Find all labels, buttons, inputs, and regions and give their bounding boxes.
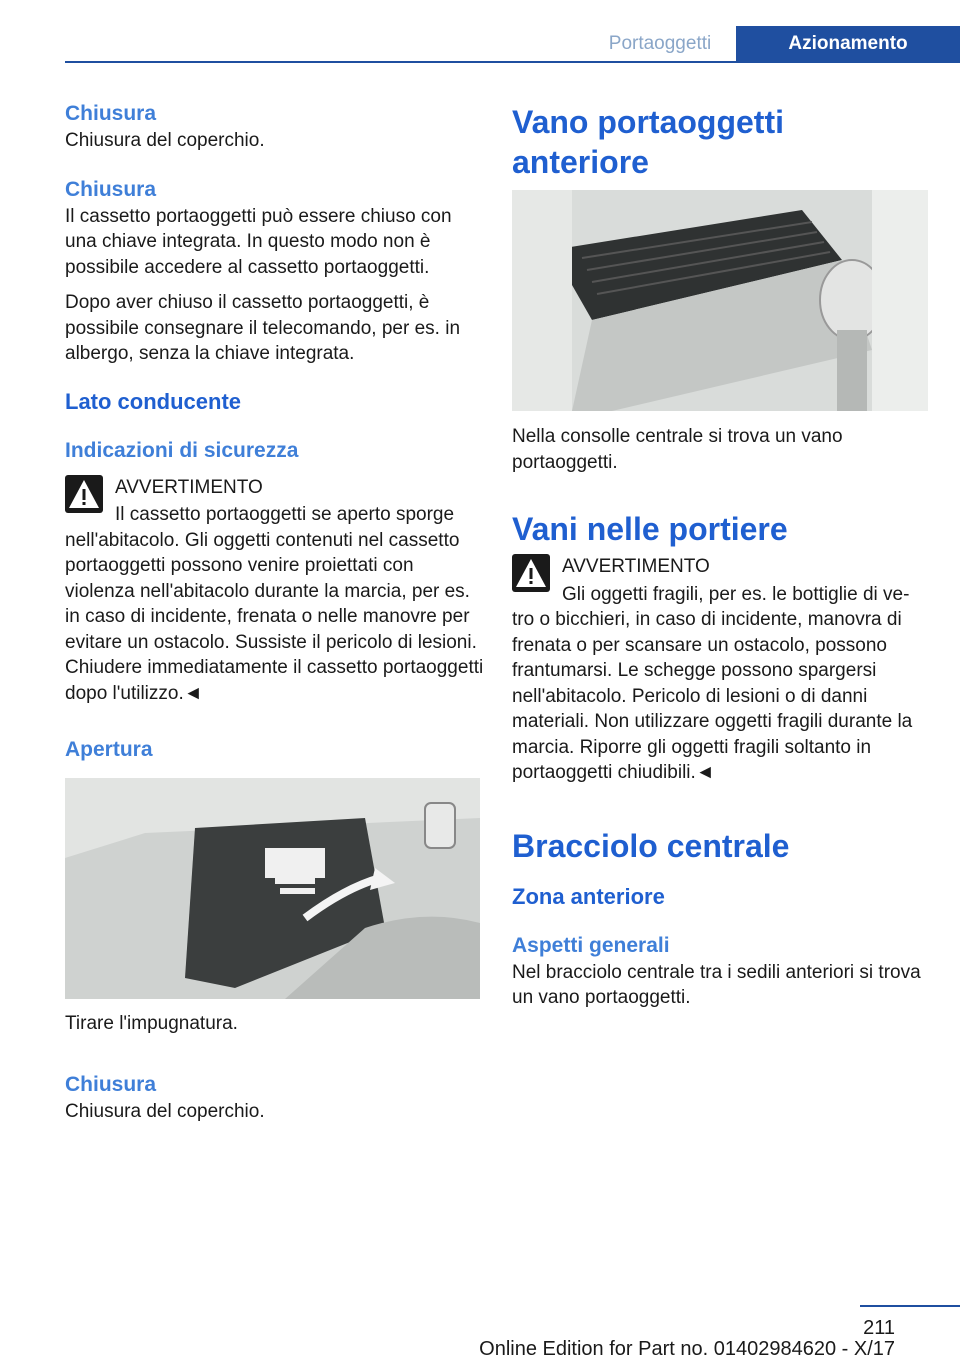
right-column [512,100,928,1011]
text-chiusura-2-p1: Il cassetto portaoggetti può essere chiuso con una chiave integrata. In questo modo non è possibile accedere al cassetto portaoggetti. [65,205,452,278]
caption-apertura: Tirare l'impugnatura. [65,1013,238,1034]
warning-block-left [65,475,485,707]
heading-lato-conducente: Lato conducente [65,388,242,414]
footer-rule [860,1305,960,1307]
text-chiusura-1: Chiusura del coperchio. [65,130,265,151]
header-rule [65,61,960,63]
text-bracciolo: Nel bracciolo centrale tra i sedili anteriori si trova un vano portaoggetti. [512,961,921,1008]
left-column [65,100,485,1124]
warning-label: AVVERTIMENTO [115,476,263,498]
heading-apertura: Apertura [65,738,153,761]
warning-line1: Gli oggetti fragili, per es. le bottiglie di ve- [562,583,910,605]
footer-edition: Online Edition for Part no. 01402984620 - X/17 [479,1338,895,1360]
heading-chiusura-3: Chiusura [65,1072,157,1096]
warning-text: nell'abitacolo. Gli oggetti contenuti nel cassetto portaoggetti possono venire proiettati con violenza nell'abitacolo durante la marcia, per es. in caso di incidente, frenata o nelle manovre per evitare un ostacolo. Sussiste il pericolo di lesioni. Chiudere immediatamente il cassetto portaoggetti dopo l'utilizzo.◄ [65,529,484,704]
heading-bracciolo-centrale: Bracciolo centrale [512,827,790,864]
heading-zona-anteriore: Zona anteriore [512,883,665,909]
warning-triangle-icon [512,554,550,592]
text-vano-anteriore: Nella consolle centrale si trova un vano portaoggetti. [512,426,843,473]
heading-indicazioni-sicurezza: Indicazioni di sicurezza [65,438,299,462]
warning-block-right [512,554,928,786]
console-tray-photo [512,190,928,411]
page-number: 211 [863,1317,895,1339]
warning-label: AVVERTIMENTO [562,556,710,577]
warning-triangle-icon [65,475,103,513]
heading-vano-anteriore: Vano portaoggetti anteriore [512,104,784,180]
heading-aspetti-generali: Aspetti generali [512,933,670,957]
glovebox-photo [65,778,480,999]
text-chiusura-3: Chiusura del coperchio. [65,1100,265,1122]
text-chiusura-2-p2: Dopo aver chiuso il cassetto portaoggetti, è possibile consegnare il telecomando, per es. in albergo, senza la chiave integrata. [65,292,461,364]
warning-line1: Il cassetto portaoggetti se aperto sporge [115,504,455,525]
header-tab-chapter[interactable]: Azionamento [736,26,960,62]
warning-text: tro o bicchieri, in caso di incidente, manovra di frenata o per scansare un ostacolo, possono frantumarsi. Le schegge possono spargersi nell'abitacolo. Pericolo di lesioni o di danni materiali. Non utilizzare oggetti fragili durante la marcia. Riporre gli oggetti fragili soltanto in portaoggetti chiudibili.◄ [512,609,913,783]
heading-vani-portiere: Vani nelle portiere [512,511,788,547]
heading-chiusura-2: Chiusura [65,177,157,201]
header-tab-section[interactable]: Portaoggetti [584,26,736,62]
heading-chiusura-1: Chiusura [65,102,157,125]
